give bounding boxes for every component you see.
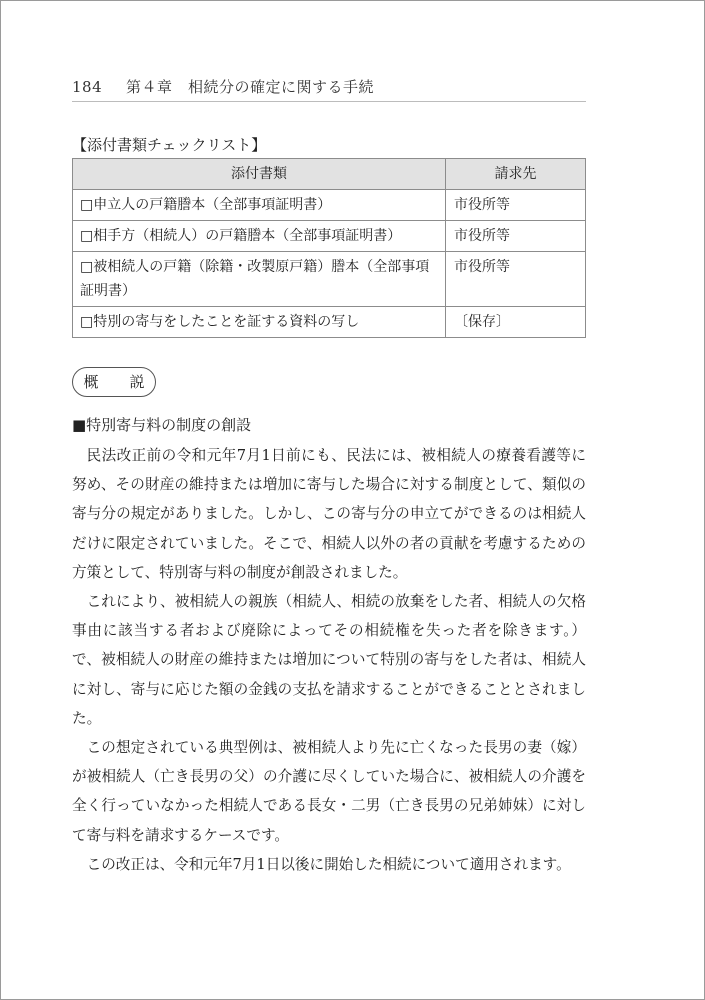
paragraph: この改正は、令和元年7月1日以後に開始した相続について適用されます。 bbox=[86, 855, 571, 873]
table-cell-office: 市役所等 bbox=[446, 221, 586, 252]
chapter-title: 第４章 相続分の確定に関する手続 bbox=[126, 78, 375, 96]
table-header-row bbox=[73, 159, 586, 190]
sub-heading: ■特別寄与料の制度の創設 bbox=[72, 416, 252, 434]
checklist-table bbox=[72, 158, 586, 338]
column-header-office: 請求先 bbox=[446, 159, 586, 190]
table-row bbox=[73, 221, 586, 252]
table-row bbox=[73, 307, 586, 338]
body-text bbox=[72, 441, 586, 879]
table-cell-office: 市役所等 bbox=[446, 252, 586, 307]
table-cell-document: □申立人の戸籍謄本（全部事項証明書） bbox=[73, 190, 446, 221]
checklist-title: 【添付書類チェックリスト】 bbox=[72, 136, 267, 154]
table-cell-document: □被相続人の戸籍（除籍・改製原戸籍）謄本（全部事項証明書） bbox=[73, 252, 446, 307]
table-cell-document: □相手方（相続人）の戸籍謄本（全部事項証明書） bbox=[73, 221, 446, 252]
table-row bbox=[73, 190, 586, 221]
paragraph: 民法改正前の令和元年7月1日前にも、民法には、被相続人の療養看護等に努め、その財産の維持または増加に寄与した場合に対する制度として、類似の寄与分の規定がありました。しかし、この寄与分の申立てができるのは相続人だけに限定されていました。そこで、相続人以外の者の貢献を考慮するための方策として、特別寄与料の制度が創設されました。 bbox=[72, 447, 586, 581]
section-label: 概 説 bbox=[72, 367, 156, 397]
paragraph: この想定されている典型例は、被相続人より先に亡くなった長男の妻（嫁）が被相続人（亡き長男の父）の介護に尽くしていた場合に、被相続人の介護を全く行っていなかった相続人である長女・二男（亡き長男の兄弟姉妹）に対して寄与料を請求するケースです。 bbox=[72, 739, 586, 844]
header-rule bbox=[72, 101, 586, 102]
table-cell-office: 市役所等 bbox=[446, 190, 586, 221]
page-number: 184 bbox=[72, 78, 103, 96]
running-head bbox=[72, 76, 586, 97]
paragraph: これにより、被相続人の親族（相続人、相続の放棄をした者、相続人の欠格事由に該当する者および廃除によってその相続権を失った者を除きます。）で、被相続人の財産の維持または増加について特別の寄与をした者は、相続人に対し、寄与に応じた額の金銭の支払を請求することができることとされました。 bbox=[72, 593, 586, 727]
table-row bbox=[73, 252, 586, 307]
table-cell-document: □特別の寄与をしたことを証する資料の写し bbox=[73, 307, 446, 338]
column-header-documents: 添付書類 bbox=[73, 159, 446, 190]
table-cell-office: 〔保存〕 bbox=[446, 307, 586, 338]
